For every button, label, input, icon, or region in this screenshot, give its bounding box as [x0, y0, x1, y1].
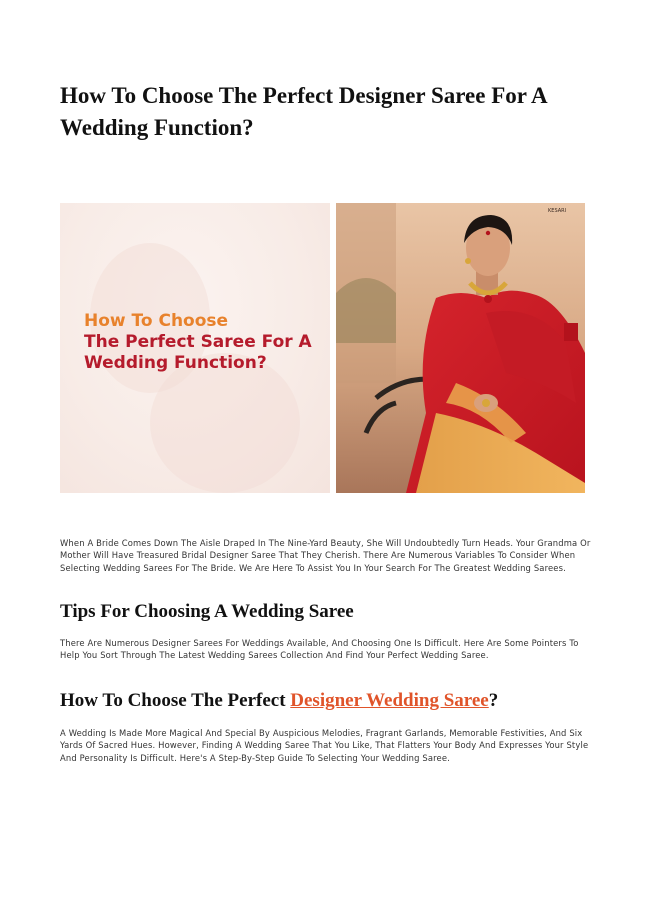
hero-banner-text	[84, 311, 324, 374]
designer-wedding-saree-link[interactable]: Designer Wedding Saree	[290, 690, 489, 711]
section-heading-how-to-choose	[60, 689, 498, 713]
hero-brand-mark: KESARI	[548, 208, 567, 214]
page-title: How To Choose The Perfect Designer Saree For A Wedding Function?	[60, 83, 547, 140]
section-heading-tips: Tips For Choosing A Wedding Saree	[60, 601, 354, 622]
how-to-paragraph: A Wedding Is Made More Magical And Special By Auspicious Melodies, Fragrant Garlands, Memorable Festivities, And Six Yards Of Sacred Hues. However, Finding A Wedding Saree That You Like, That Flatters Your Body And Expresses Your Style And Personality Is Difficult. Here's A Step-By-Step Guide To Selecting Your Wedding Saree.	[60, 728, 589, 763]
hero-line-2: The Perfect Saree For A	[84, 332, 312, 352]
tips-paragraph: There Are Numerous Designer Sarees For Weddings Available, And Choosing One Is Difficult. Here Are Some Pointers To Help You Sort Through The Latest Wedding Sarees Collection And Find Your Perfect Wedding Saree.	[60, 638, 579, 661]
hero-line-3: Wedding Function?	[84, 353, 267, 373]
hero-image	[60, 203, 585, 493]
hero-line-1: How To Choose	[84, 311, 229, 331]
hero-banner-panel	[60, 203, 330, 493]
heading-prefix: How To Choose The Perfect	[60, 690, 291, 711]
hero-photo	[336, 203, 585, 493]
intro-paragraph: When A Bride Comes Down The Aisle Draped In The Nine-Yard Beauty, She Will Undoubtedly Turn Heads. Your Grandma Or Mother Will Have Treasured Bridal Designer Saree That They Cherish. There Are Numerous Variables To Consider When Selecting Wedding Sarees For The Bride. We Are Here To Assist You In Your Search For The Greatest Wedding Sarees.	[60, 538, 591, 573]
saree-model-illustration	[336, 203, 585, 493]
heading-suffix: ?	[488, 690, 499, 711]
